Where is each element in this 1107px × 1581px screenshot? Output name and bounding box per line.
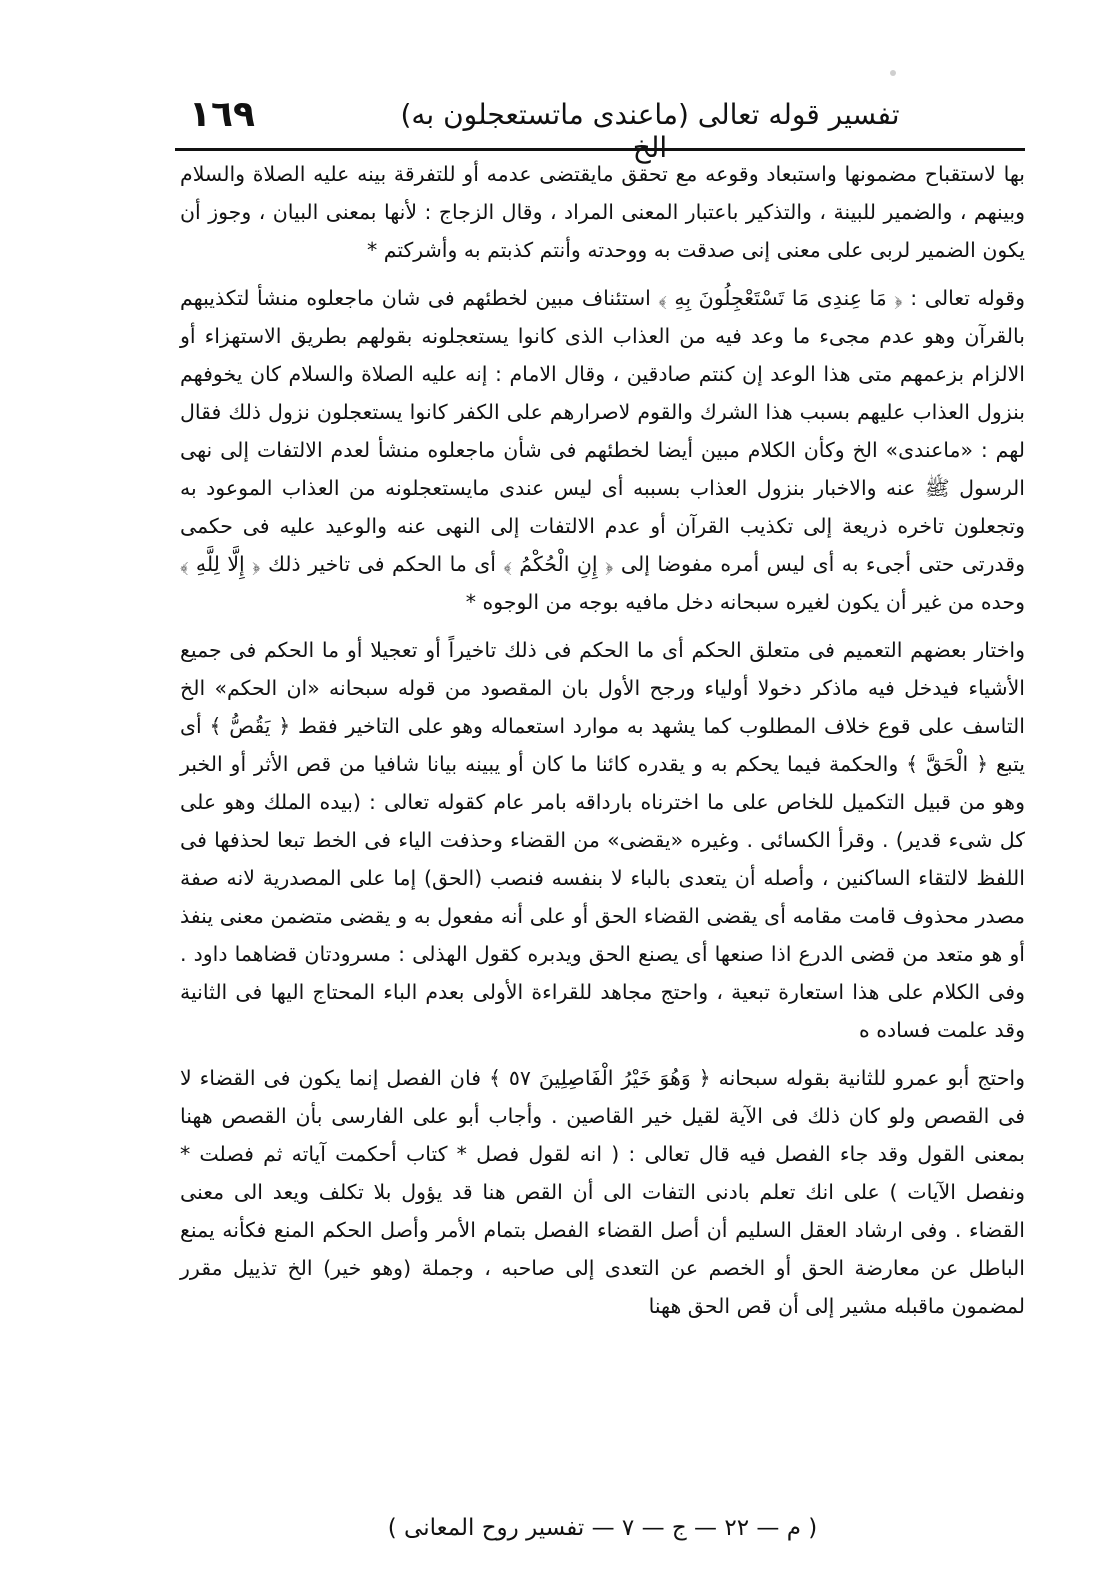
running-title: تفسير قوله تعالى (ماعندى ماتستعجلون به) الخ bbox=[400, 98, 900, 164]
paragraph-4: واحتج أبو عمرو للثانية بقوله سبحانه ﴿ وَهُوَ خَيْرُ الْفَاصِلِينَ ٥٧ ﴾ فان الفصل إنما يكون فى القضاء لا فى القصص ولو كان ذلك فى الآية لقيل خير القاصين . وأجاب أبو على الفارسى بأن القصص ههنا بمعنى القول وقد جاء الفصل فيه قال تعالى : ( انه لقول فصل * كتاب أحكمت آياته ثم فصلت * ونفصل الآيات ) على انك تعلم بادنى التفات الى أن القص هنا قد يؤول بلا تكلف ويعد الى معنى القضاء . وفى ارشاد العقل السليم أن أصل القضاء الفصل بتمام الأمر وأصل الحكم المنع فكأنه يمنع الباطل عن معارضة الحق أو الخصم عن التعدى إلى صاحبه ، وجملة (وهو خير) الخ تذييل مقرر لمضمون ماقبله مشير إلى أن قص الحق ههنا bbox=[180, 1066, 1025, 1318]
paragraph-1: بها لاستقباح مضمونها واستبعاد وقوعه مع تحقق مايقتضى عدمه أو للتفرقة بينه عليه الصلاة والسلام وبينهم ، والضمير للبينة ، والتذكير باعتبار المعنى المراد ، وقال الزجاج : لأنها بمعنى البيان ، وجوز أن يكون الضمير لربى على معنى إنى صدقت به ووحدته وأنتم كذبتم به وأشركتم * bbox=[180, 162, 1025, 262]
signature-line: ( م — ٢٢ — ج — ٧ — تفسير روح المعانى ) bbox=[387, 1515, 818, 1541]
page-body bbox=[180, 155, 1025, 1505]
page-header bbox=[175, 86, 1025, 164]
paragraph-2: وقوله تعالى : ﴿ مَا عِندِى مَا تَسْتَعْجِلُونَ بِهِ ﴾ استئناف مبين لخطئهم فى شان ماجعلوه منشأ لتكذيبهم بالقرآن وهو عدم مجىء ما وعد فيه من العذاب الذى كانوا يستعجلونه بقولهم بطريق الاستهزاء أو الالزام بزعمهم متى هذا الوعد إن كنتم صادقين ، وقال الامام : إنه عليه الصلاة والسلام كان يخوفهم بنزول العذاب عليهم بسبب هذا الشرك والقوم لاصرارهم على الكفر كانوا يستعجلون نزول ذلك فقال لهم : «ماعندى» الخ وكأن الكلام مبين أيضا لخطئهم فى شأن ماجعلوه منشأ لعدم الالتفات إلى نهى الرسول ﷺ عنه والاخبار بنزول العذاب بسببه أى ليس عندى مايستعجلونه من العذاب الموعود به وتجعلون تاخره ذريعة إلى تكذيب القرآن أو عدم الالتفات إلى النهى عنه والوعيد عليه فى حكمى وقدرتى حتى أجىء به أى ليس أمره مفوضا إلى ﴿ إِنِ الْحُكْمُ ﴾ أى ما الحكم فى تاخير ذلك ﴿ إِلَّا لِلَّهِ ﴾ وحده من غير أن يكون لغيره سبحانه دخل مافيه بوجه من الوجوه * bbox=[180, 286, 1025, 614]
page-number: ١٦٩ bbox=[189, 94, 255, 135]
paragraph-3: واختار بعضهم التعميم فى متعلق الحكم أى ما الحكم فى ذلك تاخيراً أو تعجيلا أو ما الحكم فى جميع الأشياء فيدخل فيه ماذكر دخولا أولياء ورجح الأول بان المقصود من قوله سبحانه «ان الحكم» الخ التاسف على قوع خلاف المطلوب كما يشهد به موارد استعماله وهو على التاخير فقط ﴿ يَقُصُّ ﴾ أى يتبع ﴿ الْحَقَّ ﴾ والحكمة فيما يحكم به و يقدره كائنا ما كان أو يبينه بيانا شافيا من قص الأثر أو الخبر وهو من قبيل التكميل للخاص على ما اخترناه بارداقه بامر عام كقوله تعالى : (بيده الملك وهو على كل شىء قدير) . وقرأ الكسائى . وغيره «يقضى» من القضاء وحذفت الياء فى الخط تبعا لحذفها فى اللفظ لالتقاء الساكنين ، وأصله أن يتعدى بالباء لا بنفسه فنصب (الحق) إما على المصدرية لانه صفة مصدر محذوف قامت مقامه أى يقضى القضاء الحق أو على أنه مفعول به و يقضى متضمن معنى ينفذ أو هو متعد من قضى الدرع اذا صنعها أى يصنع الحق ويدبره كقول الهذلى : مسرودتان قضاهما داود . وفى الكلام على هذا استعارة تبعية ، واحتج مجاهد للقراءة الأولى بعدم الباء المحتاج اليها فى الثانية وقد علمت فساده ه bbox=[180, 638, 1025, 1042]
paper-speck bbox=[890, 70, 896, 76]
